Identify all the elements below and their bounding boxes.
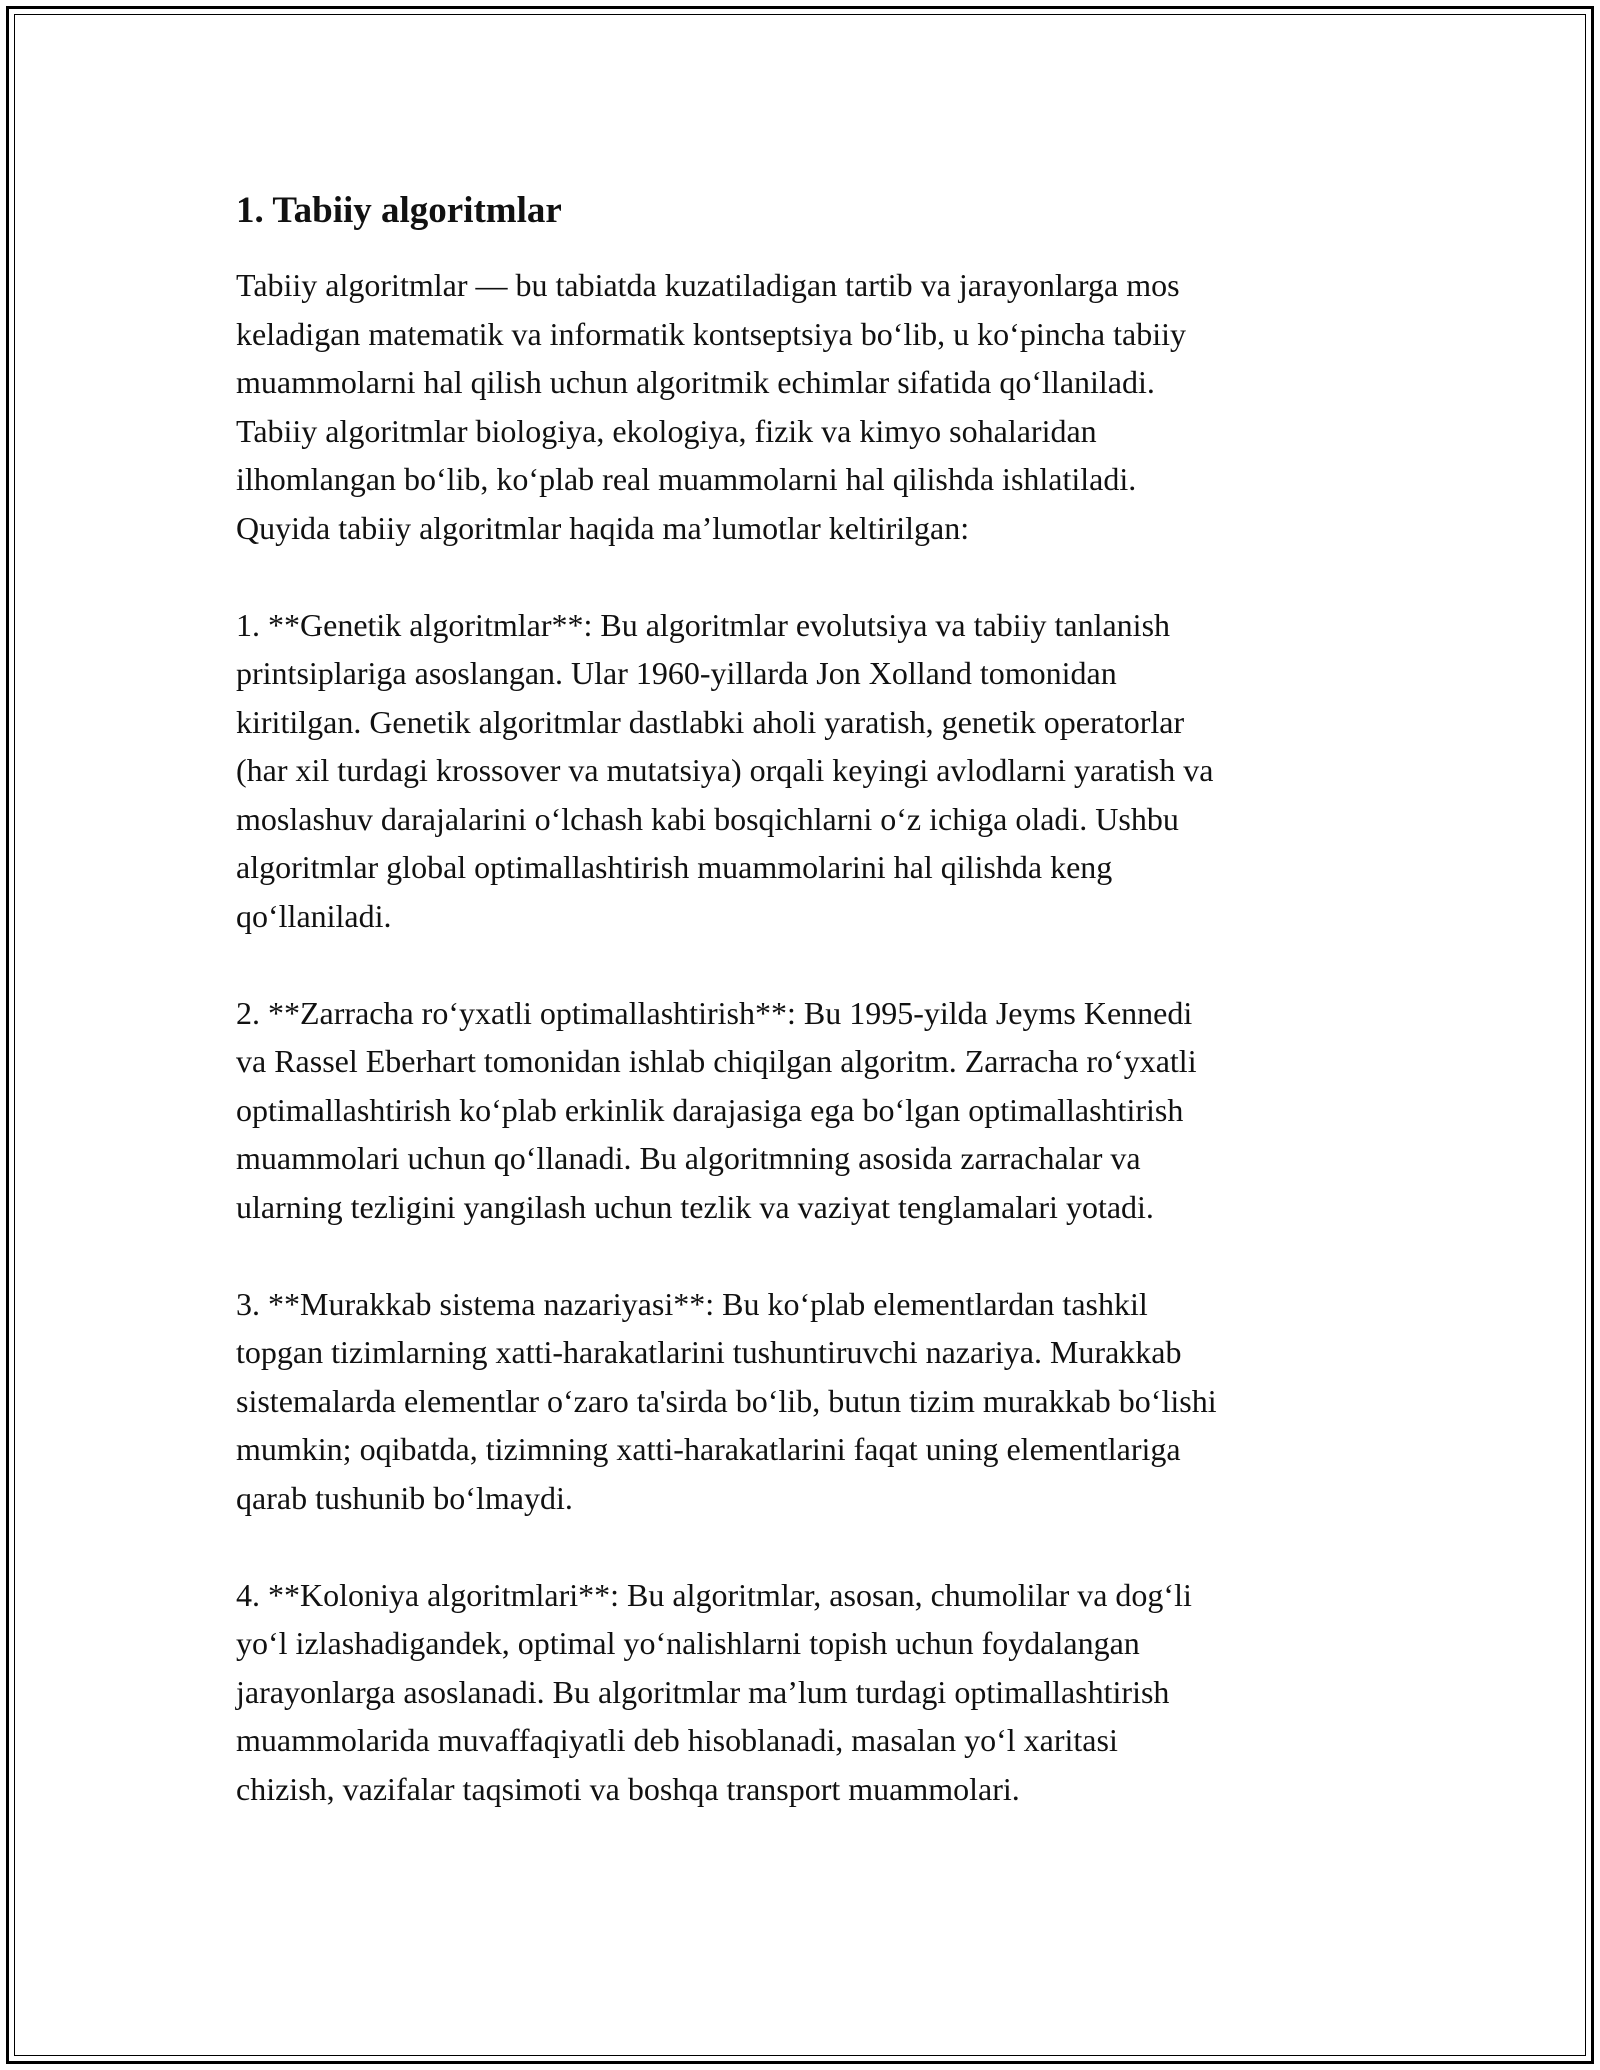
text-line: muammolarni hal qilish uchun algoritmik echimlar sifatida qo‘llaniladi. bbox=[236, 364, 1155, 400]
text-line: 2. **Zarracha ro‘yxatli optimallashtirish**: Bu 1995-yilda Jeyms Kennedi bbox=[236, 994, 1193, 1031]
text-line: mumkin; oqibatda, tizimning xatti-harakatlarini faqat uning elementlariga bbox=[236, 1431, 1181, 1467]
text-line: topgan tizimlarning xatti-harakatlarini tushuntiruvchi nazariya. Murakkab bbox=[236, 1334, 1182, 1370]
text-line: 4. **Koloniya algoritmlari**: Bu algoritmlar, asosan, chumolilar va dog‘li bbox=[236, 1576, 1192, 1613]
text-line: sistemalarda elementlar o‘zaro ta'sirda bo‘lib, butun tizim murakkab bo‘lishi bbox=[236, 1382, 1217, 1419]
text-line: chizish, vazifalar taqsimoti va boshqa transport muammolari. bbox=[236, 1770, 1020, 1807]
text-line: kiritilgan. Genetik algoritmlar dastlabki aholi yaratish, genetik operatorlar bbox=[236, 703, 1185, 740]
text-line: algoritmlar global optimallashtirish muammolarini hal qilishda keng bbox=[236, 849, 1113, 885]
paragraph-genetic-algorithms bbox=[236, 601, 1376, 941]
text-line: Tabiiy algoritmlar biologiya, ekologiya, fizik va kimyo sohalaridan bbox=[236, 412, 1097, 449]
text-line: va Rassel Eberhart tomonidan ishlab chiqilgan algoritm. Zarracha ro‘yxatli bbox=[236, 1043, 1197, 1079]
text-line: qo‘llaniladi. bbox=[236, 897, 392, 934]
text-line: ularning tezligini yangilash uchun tezlik va vaziyat tenglamalari yotadi. bbox=[236, 1188, 1154, 1225]
text-line: muammolarida muvaffaqiyatli deb hisoblanadi, masalan yo‘l xaritasi bbox=[236, 1722, 1118, 1758]
paragraph-colony-algorithms bbox=[236, 1571, 1376, 1814]
text-line: ilhomlangan bo‘lib, ko‘plab real muammolarni hal qilishda ishlatiladi. bbox=[236, 461, 1137, 497]
paragraph-intro bbox=[236, 261, 1376, 552]
paragraph-particle-swarm bbox=[236, 989, 1376, 1232]
text-line: optimallashtirish ko‘plab erkinlik darajasiga ega bo‘lgan optimallashtirish bbox=[236, 1091, 1184, 1128]
text-line: muammolari uchun qo‘llanadi. Bu algoritmning asosida zarrachalar va bbox=[236, 1140, 1141, 1176]
text-line: keladigan matematik va informatik kontseptsiya bo‘lib, u ko‘pincha tabiiy bbox=[236, 315, 1186, 352]
document-title: 1. Tabiiy algoritmlar bbox=[236, 190, 562, 231]
text-line: 3. **Murakkab sistema nazariyasi**: Bu ko‘plab elementlardan tashkil bbox=[236, 1285, 1148, 1322]
text-line: printsiplariga asoslangan. Ular 1960-yillarda Jon Xolland tomonidan bbox=[236, 655, 1117, 691]
text-line: 1. **Genetik algoritmlar**: Bu algoritmlar evolutsiya va tabiiy tanlanish bbox=[236, 606, 1171, 643]
text-line: moslashuv darajalarini o‘lchash kabi bosqichlarni o‘z ichiga oladi. Ushbu bbox=[236, 800, 1179, 837]
text-line: Quyida tabiiy algoritmlar haqida ma’lumotlar keltirilgan: bbox=[236, 509, 970, 546]
text-line: qarab tushunib bo‘lmaydi. bbox=[236, 1479, 573, 1516]
document-body bbox=[236, 185, 1376, 1862]
text-line: yo‘l izlashadigandek, optimal yo‘nalishlarni topish uchun foydalangan bbox=[236, 1625, 1140, 1661]
text-line: Tabiiy algoritmlar — bu tabiatda kuzatiladigan tartib va jarayonlarga mos bbox=[236, 267, 1180, 303]
text-line: jarayonlarga asoslanadi. Bu algoritmlar ma’lum turdagi optimallashtirish bbox=[236, 1673, 1170, 1710]
paragraph-complex-systems bbox=[236, 1280, 1376, 1523]
text-line: (har xil turdagi krossover va mutatsiya) orqali keyingi avlodlarni yaratish va bbox=[236, 752, 1214, 788]
